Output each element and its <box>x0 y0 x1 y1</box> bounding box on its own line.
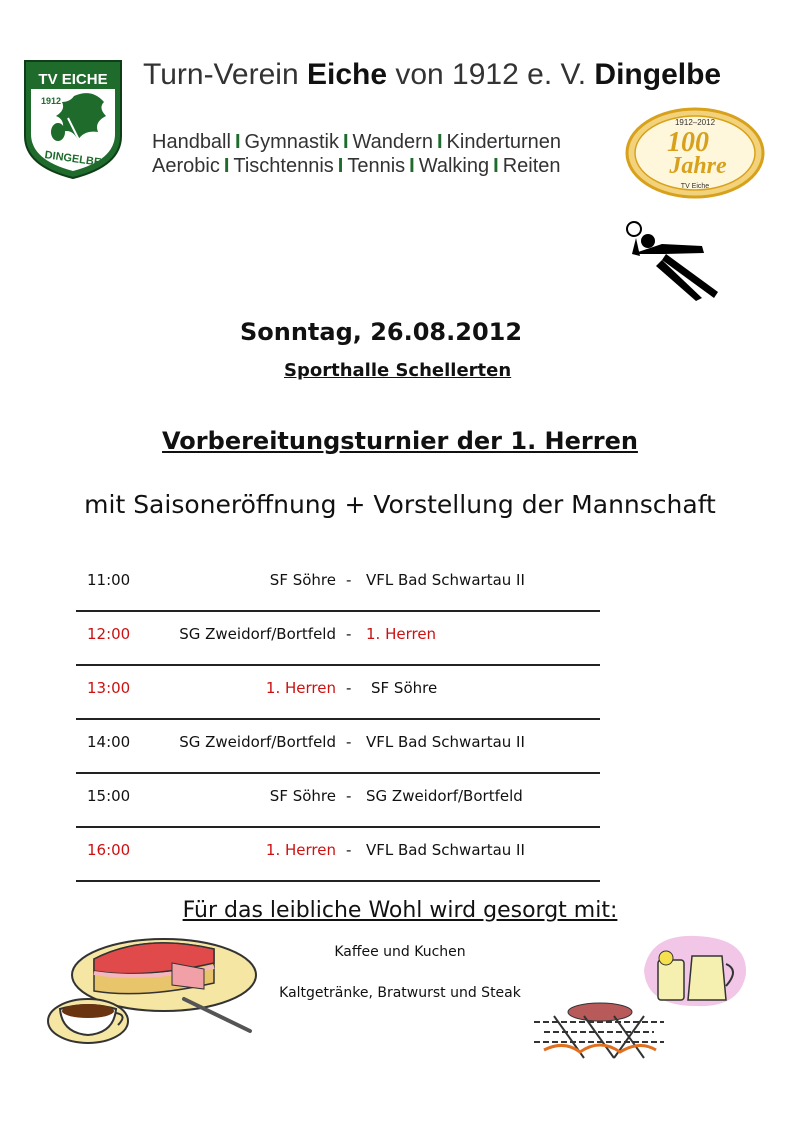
sport-item: Tischtennis <box>233 155 334 177</box>
catering-heading: Für das leibliche Wohl wird gesorgt mit: <box>182 898 618 923</box>
handball-player-icon <box>622 220 722 302</box>
match-time: 13:00 <box>87 679 131 697</box>
separator: I <box>337 155 344 177</box>
match-time: 16:00 <box>87 841 131 859</box>
club-name-mid: von 1912 e. V. <box>387 58 595 91</box>
sport-item: Wandern <box>352 131 433 153</box>
event-subtitle: mit Saisoneröffnung + Vorstellung der Mannschaft <box>84 490 716 519</box>
separator: I <box>223 155 230 177</box>
sport-item: Handball <box>152 131 231 153</box>
badge-number: 100 <box>667 127 709 158</box>
home-team: SF Söhre <box>269 571 336 589</box>
match-row <box>76 720 600 774</box>
badge-club: TV Eiche <box>680 183 710 190</box>
separator: I <box>409 155 415 177</box>
separator: I <box>493 155 499 177</box>
logo-text-top: TV EICHE <box>38 71 108 88</box>
away-team: SF Söhre <box>371 679 438 697</box>
match-row <box>76 558 600 612</box>
match-time: 11:00 <box>87 571 131 589</box>
match-time: 15:00 <box>87 787 131 805</box>
sport-item: Gymnastik <box>244 131 339 153</box>
match-row <box>76 666 600 720</box>
match-time: 12:00 <box>87 625 131 643</box>
separator: I <box>436 131 443 153</box>
away-team: VFL Bad Schwartau II <box>366 571 525 589</box>
event-venue: Sporthalle Schellerten <box>284 360 512 381</box>
match-row <box>76 774 600 828</box>
cake-and-coffee-icon <box>44 925 258 1055</box>
sport-item: Kinderturnen <box>446 131 562 153</box>
match-dash: - <box>346 679 352 697</box>
away-team: VFL Bad Schwartau II <box>366 841 525 859</box>
anniversary-badge <box>624 105 766 201</box>
sports-line-2 <box>152 155 561 178</box>
sport-item: Reiten <box>502 155 561 177</box>
sport-item: Tennis <box>347 155 406 177</box>
sports-line-1 <box>152 131 561 154</box>
match-row <box>76 612 600 666</box>
logo-text-bottom: DINGELBE <box>43 149 102 169</box>
match-dash: - <box>346 625 352 643</box>
away-team: SG Zweidorf/Bortfeld <box>366 787 523 805</box>
club-logo <box>22 58 124 180</box>
home-team: SG Zweidorf/Bortfeld <box>179 733 336 751</box>
home-team: 1. Herren <box>265 679 336 697</box>
home-team: 1. Herren <box>265 841 336 859</box>
club-title <box>143 58 721 92</box>
grill-icon <box>524 992 672 1064</box>
match-dash: - <box>346 571 352 589</box>
catering-item: Kaffee und Kuchen <box>334 944 466 960</box>
match-time: 14:00 <box>87 733 131 751</box>
match-dash: - <box>346 733 352 751</box>
club-name-dingelbe: Dingelbe <box>594 58 722 91</box>
home-team: SF Söhre <box>269 787 336 805</box>
match-row <box>76 828 600 882</box>
separator: I <box>234 131 241 153</box>
match-dash: - <box>346 787 352 805</box>
club-name-prefix: Turn-Verein <box>143 58 307 91</box>
event-title: Vorbereitungsturnier der 1. Herren <box>162 427 638 455</box>
badge-years: 1912–2012 <box>674 118 716 127</box>
sport-item: Walking <box>418 155 490 177</box>
away-team: VFL Bad Schwartau II <box>366 733 525 751</box>
separator: I <box>342 131 349 153</box>
home-team: SG Zweidorf/Bortfeld <box>179 625 336 643</box>
sport-item: Aerobic <box>152 155 220 177</box>
away-team: 1. Herren <box>366 625 437 643</box>
club-name-eiche: Eiche <box>306 58 388 91</box>
catering-item: Kaltgetränke, Bratwurst und Steak <box>279 985 521 1001</box>
logo-year: 1912 <box>40 96 62 106</box>
badge-word: Jahre <box>669 153 727 179</box>
match-schedule <box>76 558 600 882</box>
event-date: Sonntag, 26.08.2012 <box>239 318 523 346</box>
match-dash: - <box>346 841 352 859</box>
